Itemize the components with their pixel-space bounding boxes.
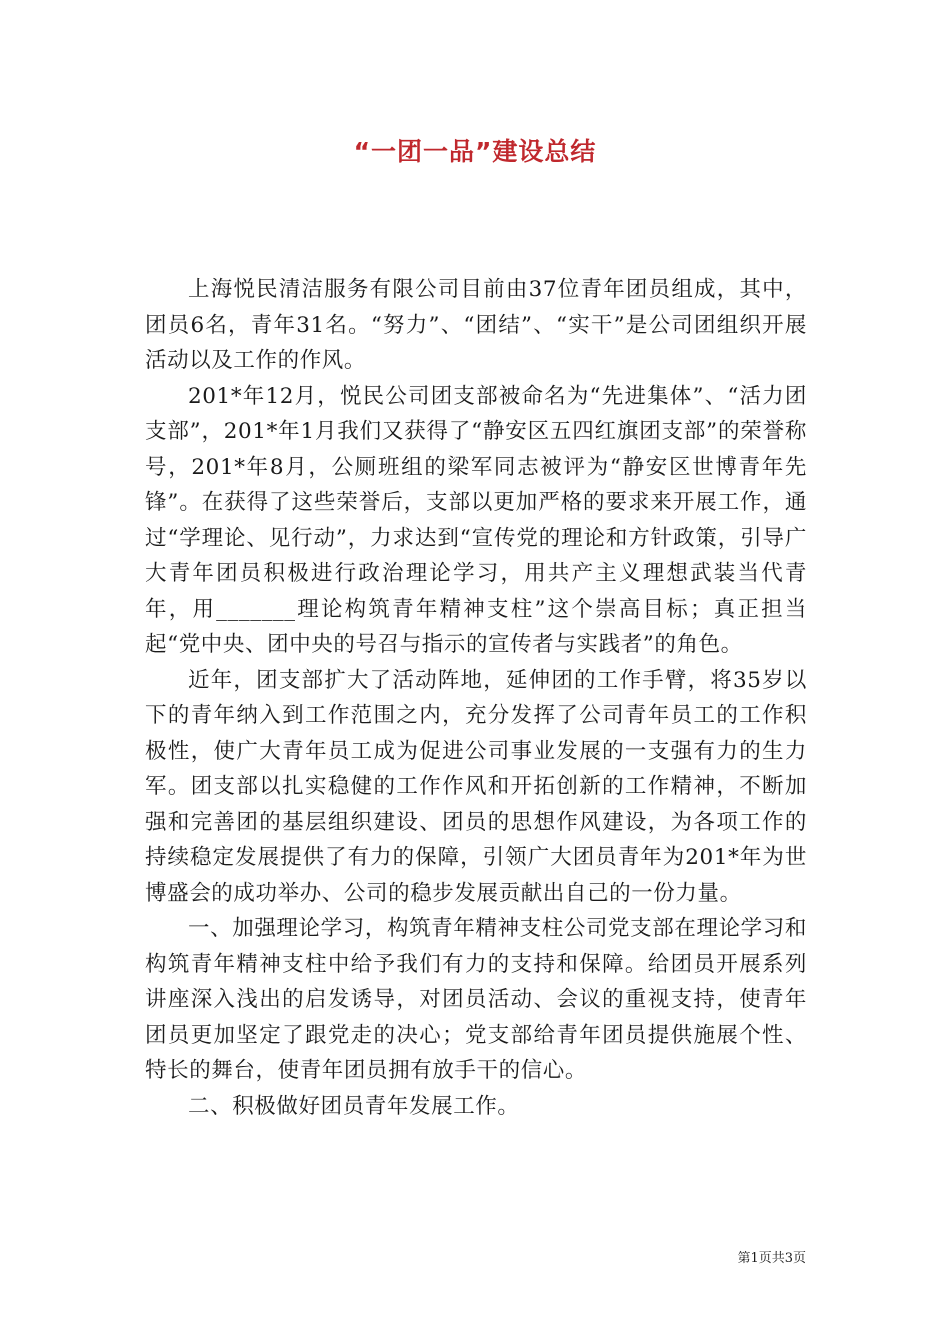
paragraph-recent-years: 近年，团支部扩大了活动阵地，延伸团的工作手臂，将35岁以下的青年纳入到工作范围之内，充分发挥了公司青年员工的工作积极性，使广大青年员工成为促进公司事业发展的一支强有力的生力军。团支部以扎实稳健的工作作风和开拓创新的工作精神，不断加强和完善团的基层组织建设、团员的思想作风建设，为各项工作的持续稳定发展提供了有力的保障，引领广大团员青年为201*年为世博盛会的成功举办、公司的稳步发展贡献出自己的一份力量。	[145, 667, 807, 906]
paragraph-honors: 201*年12月，悦民公司团支部被命名为“先进集体”、“活力团支部”，201*年1月我们又获得了“静安区五四红旗团支部”的荣誉称号，201*年8月，公厕班组的梁军同志被评为“静安区世博青年先锋”。在获得了这些荣誉后，支部以更加严格的要求来开展工作，通过“学理论、见行动”，力求达到“宣传党的理论和方针政策，引导广大青年团员积极进行政治理论学习，用共产主义理想武装当代青年，用_______理论构筑青年精神支柱”这个崇高目标；真正担当起“党中央、团中央的号召与指示的宣传者与实践者”的角色。	[145, 383, 807, 657]
paragraph-intro: 上海悦民清洁服务有限公司目前由37位青年团员组成，其中，团员6名，青年31名。“努力”、“团结”、“实干”是公司团组织开展活动以及工作的作风。	[145, 277, 807, 373]
paragraph-section-one: 一、加强理论学习，构筑青年精神支柱公司党支部在理论学习和构筑青年精神支柱中给予我们有力的支持和保障。给团员开展系列讲座深入浅出的启发诱导，对团员活动、会议的重视支持，使青年团员更加坚定了跟党走的决心；党支部给青年团员提供施展个性、特长的舞台，使青年团员拥有放手干的信心。	[145, 916, 807, 1083]
document-body	[145, 272, 807, 1124]
document-title: “一团一品”建设总结	[353, 137, 597, 166]
page-number-footer: 第1页共3页	[737, 1251, 806, 1266]
paragraph-section-two: 二、积极做好团员青年发展工作。	[188, 1093, 520, 1119]
